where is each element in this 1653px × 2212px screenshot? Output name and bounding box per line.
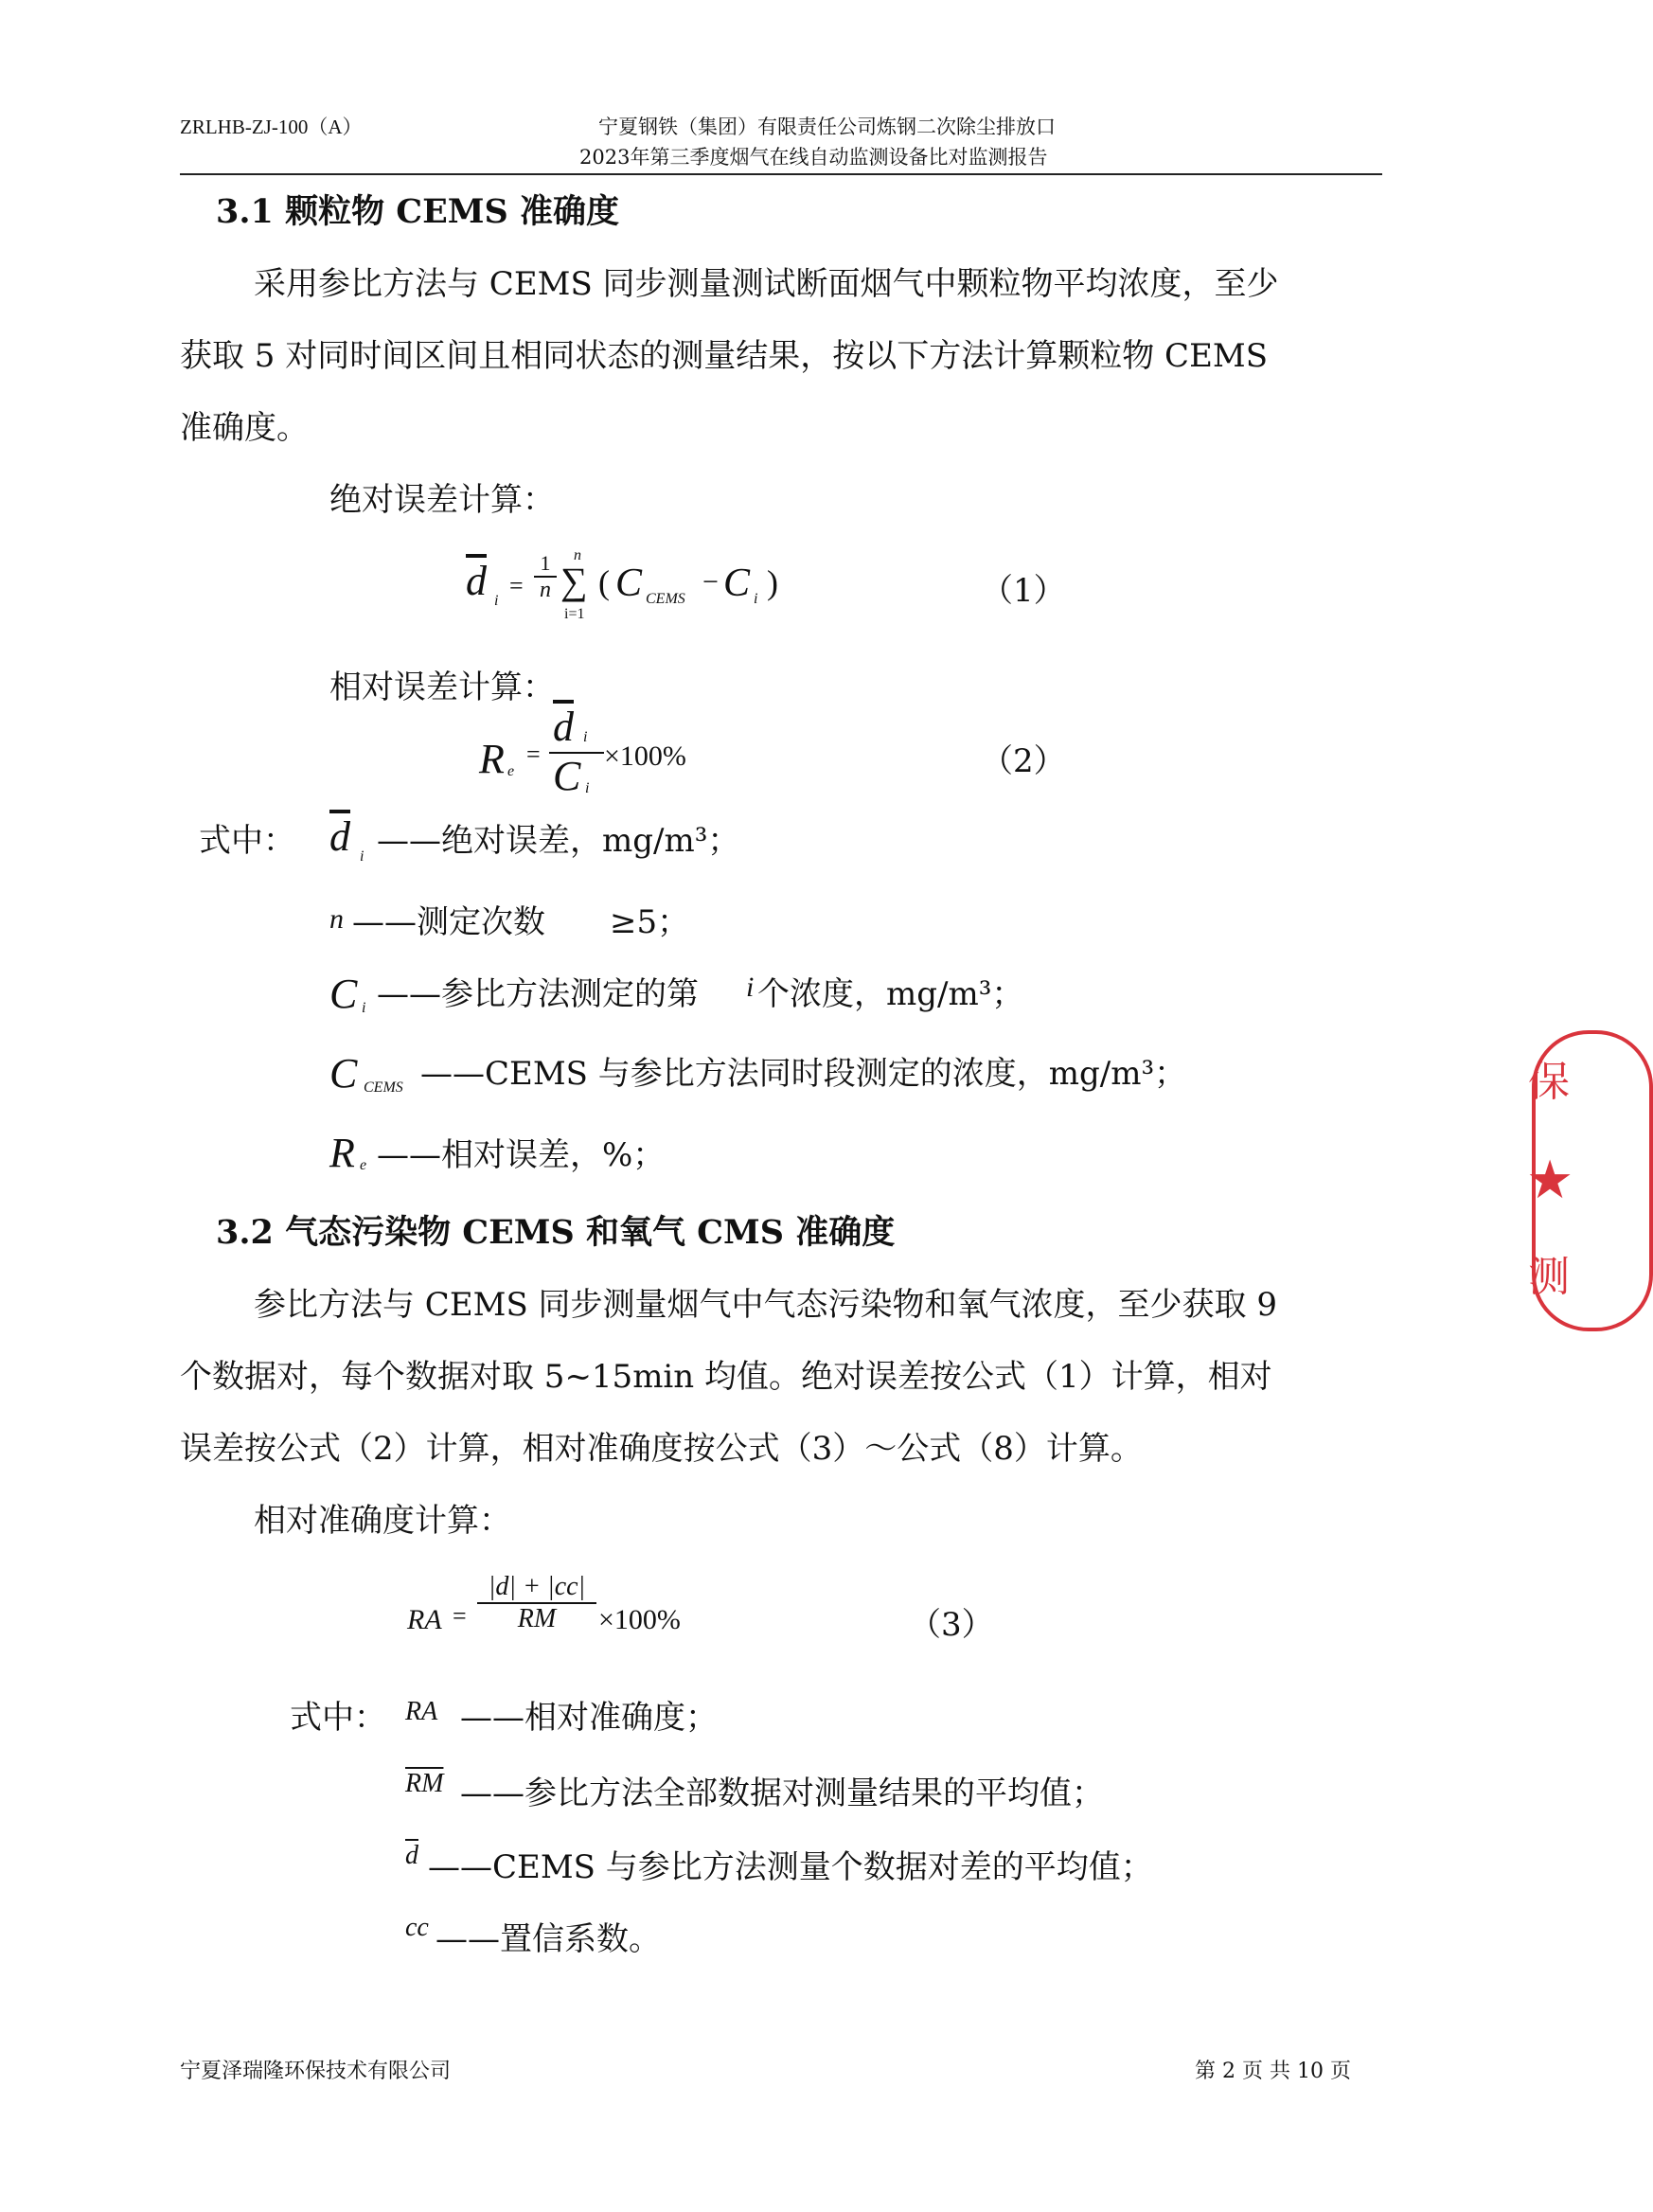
eq1-c-i: C: [723, 562, 751, 605]
section-3-1-para-line3: 准确度。: [180, 409, 309, 447]
relative-accuracy-label: 相对准确度计算：: [254, 1502, 511, 1540]
def-ra-symbol: RA: [405, 1697, 438, 1726]
eq1-sigma: ∑: [560, 560, 588, 602]
def-d-text: ——绝对误差，mg/m³；: [377, 822, 740, 860]
where-label-3-2: 式中：: [290, 1699, 386, 1737]
eq2-r-sub: e: [507, 763, 515, 779]
eq1-c-i-sub: i: [754, 591, 758, 607]
def-re-text: ——相对误差，%；: [377, 1136, 666, 1174]
def-ci-symbol-sub: i: [362, 1000, 366, 1016]
eq3-number: （3）: [909, 1606, 994, 1644]
section-3-1-para-line2: 获取 5 对同时间区间且相同状态的测量结果，按以下方法计算颗粒物 CEMS: [180, 337, 1268, 375]
def-d-symbol-sub: i: [360, 848, 364, 865]
def-ccems-text: ——CEMS 与参比方法同时段测定的浓度，mg/m³；: [420, 1055, 1187, 1093]
eq3-ra: RA: [407, 1604, 442, 1635]
def-ci-symbol: C: [329, 971, 358, 1017]
def-ci-text-b: 个浓度，mg/m³；: [757, 975, 1024, 1013]
eq2-denominator: [549, 754, 604, 803]
eq2-numerator: [549, 703, 604, 752]
def-re-symbol: R: [329, 1130, 355, 1176]
def-rm-text: ——参比方法全部数据对测量结果的平均值；: [460, 1775, 1104, 1812]
header-title-line1: 宁夏钢铁（集团）有限责任公司炼钢二次除尘排放口: [598, 116, 1056, 138]
eq3-times100: ×100%: [598, 1604, 681, 1635]
eq1-fraction: [534, 551, 557, 603]
eq1-minus: −: [702, 566, 719, 598]
def-d-symbol: $\overline{d}$: [329, 813, 350, 860]
eq3-equals: =: [453, 1602, 467, 1630]
def-rm-symbol: $\overline{RM}$: [405, 1769, 444, 1798]
eq2-number: （2）: [981, 742, 1066, 780]
def-n-symbol: n: [329, 903, 344, 935]
stamp-char-top: 保: [1528, 1058, 1570, 1106]
def-dbar-symbol: $\overline{d}$: [405, 1841, 418, 1870]
eq3-denominator: RM: [517, 1604, 557, 1633]
eq2-fraction: [549, 703, 604, 803]
section-3-1-para-line1: 采用参比方法与 CEMS 同步测量测试断面烟气中颗粒物平均浓度，至少: [254, 265, 1279, 303]
eq1-equals: =: [509, 572, 524, 599]
eq2-r: R: [479, 736, 505, 782]
where-label-3-1: 式中：: [199, 822, 295, 860]
stamp-char-bottom: 测: [1528, 1253, 1570, 1301]
header-rule: [180, 173, 1382, 175]
def-cc-text: ——置信系数。: [435, 1920, 661, 1958]
eq2-times100: ×100%: [604, 740, 686, 772]
def-re-symbol-sub: e: [360, 1157, 367, 1173]
def-dbar-text: ——CEMS 与参比方法测量个数据对差的平均值；: [428, 1848, 1153, 1886]
footer-company: 宁夏泽瑞隆环保技术有限公司: [180, 2060, 452, 2083]
section-3-2-para-line2: 个数据对，每个数据对取 5~15min 均值。绝对误差按公式（1）计算，相对: [180, 1358, 1272, 1396]
def-n-text: ——测定次数 ≥5；: [352, 903, 690, 941]
eq1-lparen: (: [598, 563, 610, 601]
header-title-line2: 2023年第三季度烟气在线自动监测设备比对监测报告: [579, 146, 1048, 169]
eq1-c-cems: C: [615, 562, 643, 605]
stamp-star-icon: ★: [1526, 1150, 1574, 1211]
abs-error-label: 绝对误差计算：: [329, 481, 555, 519]
eq2-den-c: C: [553, 753, 581, 799]
doc-code: ZRLHB-ZJ-100（A）: [180, 116, 363, 138]
eq1-d-sub: i: [494, 593, 499, 609]
def-ccems-symbol-sub: CEMS: [364, 1079, 403, 1096]
eq1-number: （1）: [981, 572, 1066, 610]
eq1-numerator: 1: [540, 551, 551, 575]
official-stamp: [1524, 1023, 1574, 1335]
eq2-num-d-sub: i: [583, 729, 588, 745]
eq3-fraction: [477, 1572, 596, 1634]
section-3-1-heading: 3.1 颗粒物 CEMS 准确度: [216, 192, 619, 231]
eq1-sum-upper: n: [574, 547, 581, 563]
eq3-numerator: |d| + |cc|: [488, 1572, 586, 1601]
eq1-c-cems-sub: CEMS: [646, 591, 685, 607]
section-3-2-heading: 3.2 气态污染物 CEMS 和氧气 CMS 准确度: [216, 1213, 896, 1252]
section-3-2-para-line3: 误差按公式（2）计算，相对准确度按公式（3）～公式（8）计算。: [180, 1430, 1143, 1468]
eq1-denominator: n: [540, 578, 551, 602]
eq2-den-c-sub: i: [585, 780, 590, 796]
def-ci-i: i: [746, 972, 755, 1003]
eq1-d: $\overline{d}$: [466, 558, 487, 604]
rel-error-label: 相对误差计算：: [329, 669, 555, 706]
eq2-equals: =: [526, 740, 541, 768]
def-ccems-symbol: C: [329, 1050, 358, 1097]
section-3-2-para-line1: 参比方法与 CEMS 同步测量烟气中气态污染物和氧气浓度，至少获取 9: [254, 1286, 1277, 1324]
eq2-num-d: $\overline{d}$: [553, 704, 574, 750]
def-ci-text-a: ——参比方法测定的第: [377, 975, 699, 1013]
eq1-rparen: ): [767, 563, 778, 601]
footer-page-number: 第 2 页 共 10 页: [1195, 2060, 1351, 2083]
def-ra-text: ——相对准确度；: [460, 1699, 718, 1737]
def-cc-symbol: cc: [405, 1913, 429, 1942]
eq1-sum-lower: i=1: [564, 606, 585, 622]
